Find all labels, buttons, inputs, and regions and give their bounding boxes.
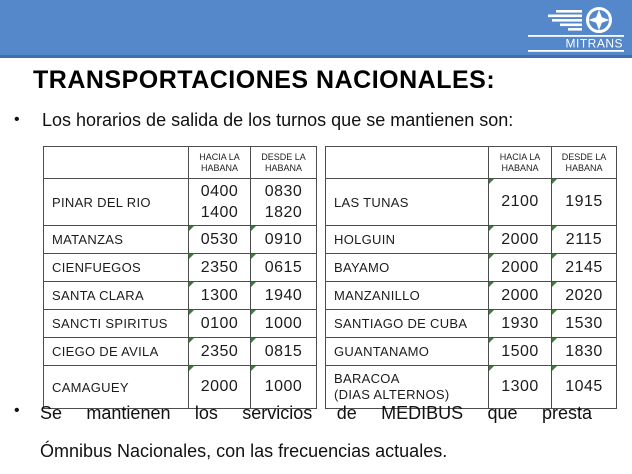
table-row xyxy=(326,179,617,226)
table-row xyxy=(326,338,617,366)
city-cell: SANCTI SPIRITUS xyxy=(44,310,189,338)
time-cell xyxy=(251,179,317,226)
time-cell-flagged: 1000 xyxy=(251,310,317,338)
table-row xyxy=(44,226,317,254)
time-cell-flagged: 1940 xyxy=(251,282,317,310)
medibus-bullet-line1: Se mantienen los servicios de MEDIBUS que presta xyxy=(40,403,592,423)
header-bar xyxy=(0,0,632,58)
city-cell: PINAR DEL RIO xyxy=(44,179,189,226)
table-row xyxy=(326,254,617,282)
time-cell-flagged: 1930 xyxy=(489,310,552,338)
col-header-desde: DESDE LA HABANA xyxy=(552,147,617,179)
intro-bullet xyxy=(14,110,618,131)
city-cell: HOLGUIN xyxy=(326,226,489,254)
time-cell-flagged: 1045 xyxy=(552,366,617,409)
table-row xyxy=(326,226,617,254)
city-cell: BAYAMO xyxy=(326,254,489,282)
corner-cell xyxy=(44,147,189,179)
time-cell-flagged: 2000 xyxy=(189,366,251,409)
col-header-hacia: HACIA LA HABANA xyxy=(489,147,552,179)
time-cell-flagged: 2115 xyxy=(552,226,617,254)
time-cell-flagged: 1830 xyxy=(552,338,617,366)
logo-wordmark: MITRANS xyxy=(565,36,623,51)
time-cell-flagged: 2350 xyxy=(189,254,251,282)
schedule-table-east xyxy=(325,146,617,409)
city-cell: MANZANILLO xyxy=(326,282,489,310)
city-cell: GUANTANAMO xyxy=(326,338,489,366)
time-cell-flagged: 0615 xyxy=(251,254,317,282)
time-cell-flagged: 1530 xyxy=(552,310,617,338)
table-header-row xyxy=(326,147,617,179)
col-header-desde: DESDE LA HABANA xyxy=(251,147,317,179)
city-cell: CIEGO DE AVILA xyxy=(44,338,189,366)
medibus-bullet-line2: Ómnibus Nacionales, con las frecuencias actuales. xyxy=(40,441,448,461)
time-cell-flagged: 1300 xyxy=(189,282,251,310)
time-cell-flagged: 0815 xyxy=(251,338,317,366)
city-cell: CIENFUEGOS xyxy=(44,254,189,282)
time-value: 0400 xyxy=(200,183,239,200)
schedule-table-west xyxy=(43,146,317,409)
time-cell-flagged: 2100 xyxy=(489,179,552,226)
intro-bullet-text: Los horarios de salida de los turnos que se mantienen son: xyxy=(42,110,514,130)
corner-cell xyxy=(326,147,489,179)
time-cell-flagged: 2000 xyxy=(489,254,552,282)
city-cell: LAS TUNAS xyxy=(326,179,489,226)
medibus-bullet xyxy=(14,401,618,463)
city-name: BARACOA xyxy=(334,371,400,386)
time-value: 0830 xyxy=(264,183,303,200)
bullet-marker: • xyxy=(14,402,20,419)
time-cell-flagged: 2350 xyxy=(189,338,251,366)
table-row xyxy=(326,282,617,310)
time-cell-flagged: 1500 xyxy=(489,338,552,366)
time-cell-flagged: 2000 xyxy=(489,226,552,254)
city-name-note: (DIAS ALTERNOS) xyxy=(334,387,450,402)
mitrans-logo-icon xyxy=(526,4,626,54)
time-cell-flagged: 1000 xyxy=(251,366,317,409)
table-row xyxy=(44,310,317,338)
page-title: TRANSPORTACIONES NACIONALES: xyxy=(33,66,496,94)
time-cell-flagged: 2020 xyxy=(552,282,617,310)
time-cell-flagged: 1915 xyxy=(552,179,617,226)
time-cell-flagged: 2145 xyxy=(552,254,617,282)
city-cell: SANTA CLARA xyxy=(44,282,189,310)
time-value: 1820 xyxy=(264,204,303,221)
city-cell: MATANZAS xyxy=(44,226,189,254)
table-row xyxy=(44,179,317,226)
table-row xyxy=(44,282,317,310)
time-cell-flagged: 2000 xyxy=(489,282,552,310)
city-cell: CAMAGUEY xyxy=(44,366,189,409)
time-cell-flagged: 0530 xyxy=(189,226,251,254)
time-cell-flagged: 0910 xyxy=(251,226,317,254)
col-header-hacia: HACIA LA HABANA xyxy=(189,147,251,179)
time-cell-flagged: 0100 xyxy=(189,310,251,338)
table-header-row xyxy=(44,147,317,179)
time-value: 1400 xyxy=(200,204,239,221)
bullet-marker: • xyxy=(14,111,20,128)
time-cell xyxy=(189,179,251,226)
table-row xyxy=(44,338,317,366)
table-row xyxy=(44,254,317,282)
time-cell-flagged: 1300 xyxy=(489,366,552,409)
table-row xyxy=(326,310,617,338)
city-cell: SANTIAGO DE CUBA xyxy=(326,310,489,338)
